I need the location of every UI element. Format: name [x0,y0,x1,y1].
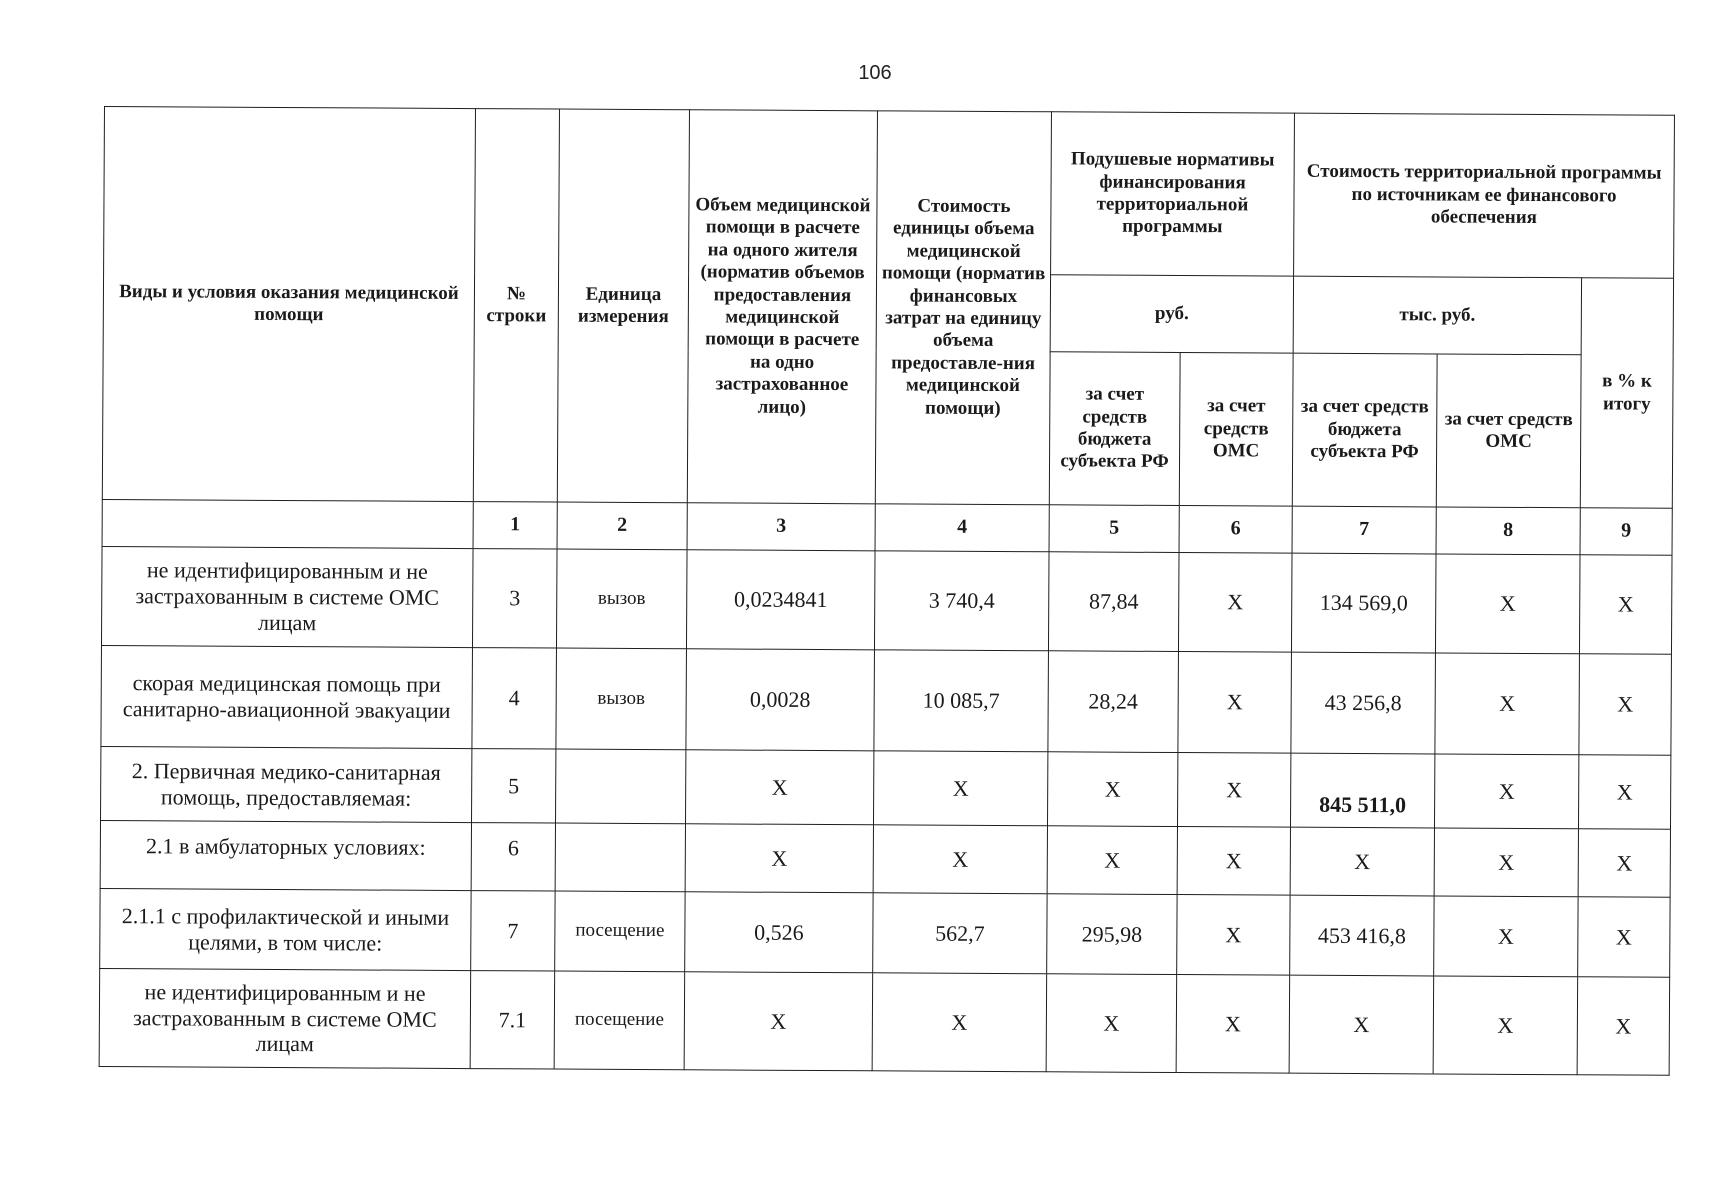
cell-row-no: 7.1 [470,971,555,1069]
cell-pr-oms: Х [1435,653,1580,755]
cell-cost-unit: 562,7 [873,893,1047,974]
header-number: 2 [557,502,687,550]
cell-row-no: 5 [472,749,556,823]
cell-pc-oms: Х [1178,652,1292,754]
cell-pr-oms: Х [1434,754,1578,829]
header-percent: в % к итогу [1580,278,1673,509]
cell-volume: Х [684,972,873,1071]
header-thousand-rub: тыс. руб. [1293,276,1581,355]
cell-row-no: 4 [472,648,557,749]
cell-kind: не идентифицированным и не застрахованным в системе ОМС лицам [101,546,473,647]
cell-pr-budget: 43 256,8 [1291,652,1436,754]
header-number: 5 [1049,505,1179,553]
cell-volume: 0,526 [685,892,873,973]
cell-cost-unit: Х [873,751,1047,826]
header-number: 9 [1580,508,1672,556]
header-number: 1 [473,502,557,549]
financing-table [99,106,1675,1076]
table-row [100,888,1670,977]
table-row [99,968,1670,1075]
cell-percent: Х [1578,897,1670,978]
header-number: 7 [1292,506,1436,554]
cell-pc-oms: Х [1176,975,1290,1074]
cell-percent: Х [1577,977,1670,1076]
header-program-cost: Стоимость территориальной программы по источникам ее финансового обеспечения [1294,113,1675,278]
page-number: 106 [858,62,892,84]
header-number: 8 [1436,507,1580,555]
header-cost-unit: Стоимость единицы объема медицинской помощи (норматив финансовых затрат на единицу объема предоставле-ния медицинской помощи) [875,111,1051,505]
cell-pc-budget: Х [1046,974,1177,1073]
cell-pr-oms: Х [1434,828,1578,897]
cell-unit [556,749,686,824]
header-number-blank [102,499,473,548]
cell-unit: посещение [554,971,685,1070]
cell-unit [555,823,685,892]
table-row [101,645,1672,755]
document-sheet [99,106,1674,1076]
cell-volume: 0,0028 [686,649,875,751]
cell-volume: 0,0234841 [686,550,875,650]
cell-pc-budget: Х [1047,826,1177,895]
table-row [101,546,1672,654]
cell-pc-oms: Х [1177,895,1290,976]
cell-pr-budget: 453 416,8 [1290,895,1434,976]
cell-kind: 2.1.1 с профилактической и иными целями, в том числе: [100,888,471,970]
cell-pc-oms: Х [1178,553,1292,653]
table-row [101,746,1671,829]
cell-unit: вызов [556,648,687,750]
header-volume: Объем медицинской помощи в расчете на одного жителя (норматив объемов предоставления медицинской помощи в расчете на одно застрахованное лицо) [687,110,877,504]
cell-cost-unit: 3 740,4 [874,551,1049,651]
cell-cost-unit: Х [873,825,1047,894]
cell-unit: посещение [555,891,685,972]
header-kind: Виды и условия оказания медицинской помощи [102,107,475,502]
cell-percent: Х [1578,755,1670,830]
cell-volume: Х [685,824,873,893]
cell-unit: вызов [556,549,687,649]
cell-percent: Х [1579,654,1672,756]
cell-row-no: 7 [471,891,555,971]
cell-pr-budget: Х [1289,975,1434,1074]
cell-percent: Х [1578,829,1670,898]
cell-pr-oms: Х [1434,896,1578,977]
cell-pr-budget: Х [1290,827,1434,896]
cell-pc-budget: 295,98 [1047,894,1177,975]
cell-pr-oms: Х [1435,554,1580,654]
cell-kind: 2. Первичная медико-санитарная помощь, предоставляемая: [101,746,472,822]
header-row-no: № строки [473,109,559,502]
cell-pc-budget: 28,24 [1048,651,1179,753]
header-unit: Единица измерения [557,109,689,503]
cell-pc-oms: Х [1177,753,1290,828]
cell-kind: скорая медицинская помощь при санитарно-авиационной эвакуации [101,645,473,748]
cell-pc-oms: Х [1177,827,1290,896]
cell-row-no: 3 [472,549,557,648]
cell-pr-budget: 845 511,0 [1290,753,1434,828]
cell-kind: не идентифицированным и не застрахованным в системе ОМС лицам [99,968,471,1068]
header-number: 4 [875,504,1049,552]
cell-pr-oms: Х [1433,976,1578,1075]
cell-percent: Х [1579,555,1672,655]
header-number: 3 [687,503,875,551]
header-budget-7: за счет средств бюджета субъекта РФ [1292,353,1437,507]
cell-volume: Х [686,750,874,825]
cell-pr-budget: 134 569,0 [1291,553,1436,653]
header-oms-6: за счет средств ОМС [1179,353,1293,507]
header-number: 6 [1179,506,1292,554]
header-budget-5: за счет средств бюджета субъекта РФ [1049,352,1180,506]
table-row [100,820,1670,897]
cell-kind: 2.1 в амбулаторных условиях: [100,820,471,890]
cell-pc-budget: 87,84 [1048,552,1179,652]
header-per-capita: Подушевые нормативы финансирования территориальной программы [1051,112,1295,276]
cell-row-no: 6 [471,823,555,891]
header-oms-8: за счет средств ОМС [1436,354,1581,508]
cell-cost-unit: Х [872,973,1047,1072]
header-rub: руб. [1050,275,1293,353]
cell-pc-budget: Х [1047,752,1177,827]
cell-cost-unit: 10 085,7 [874,650,1049,752]
